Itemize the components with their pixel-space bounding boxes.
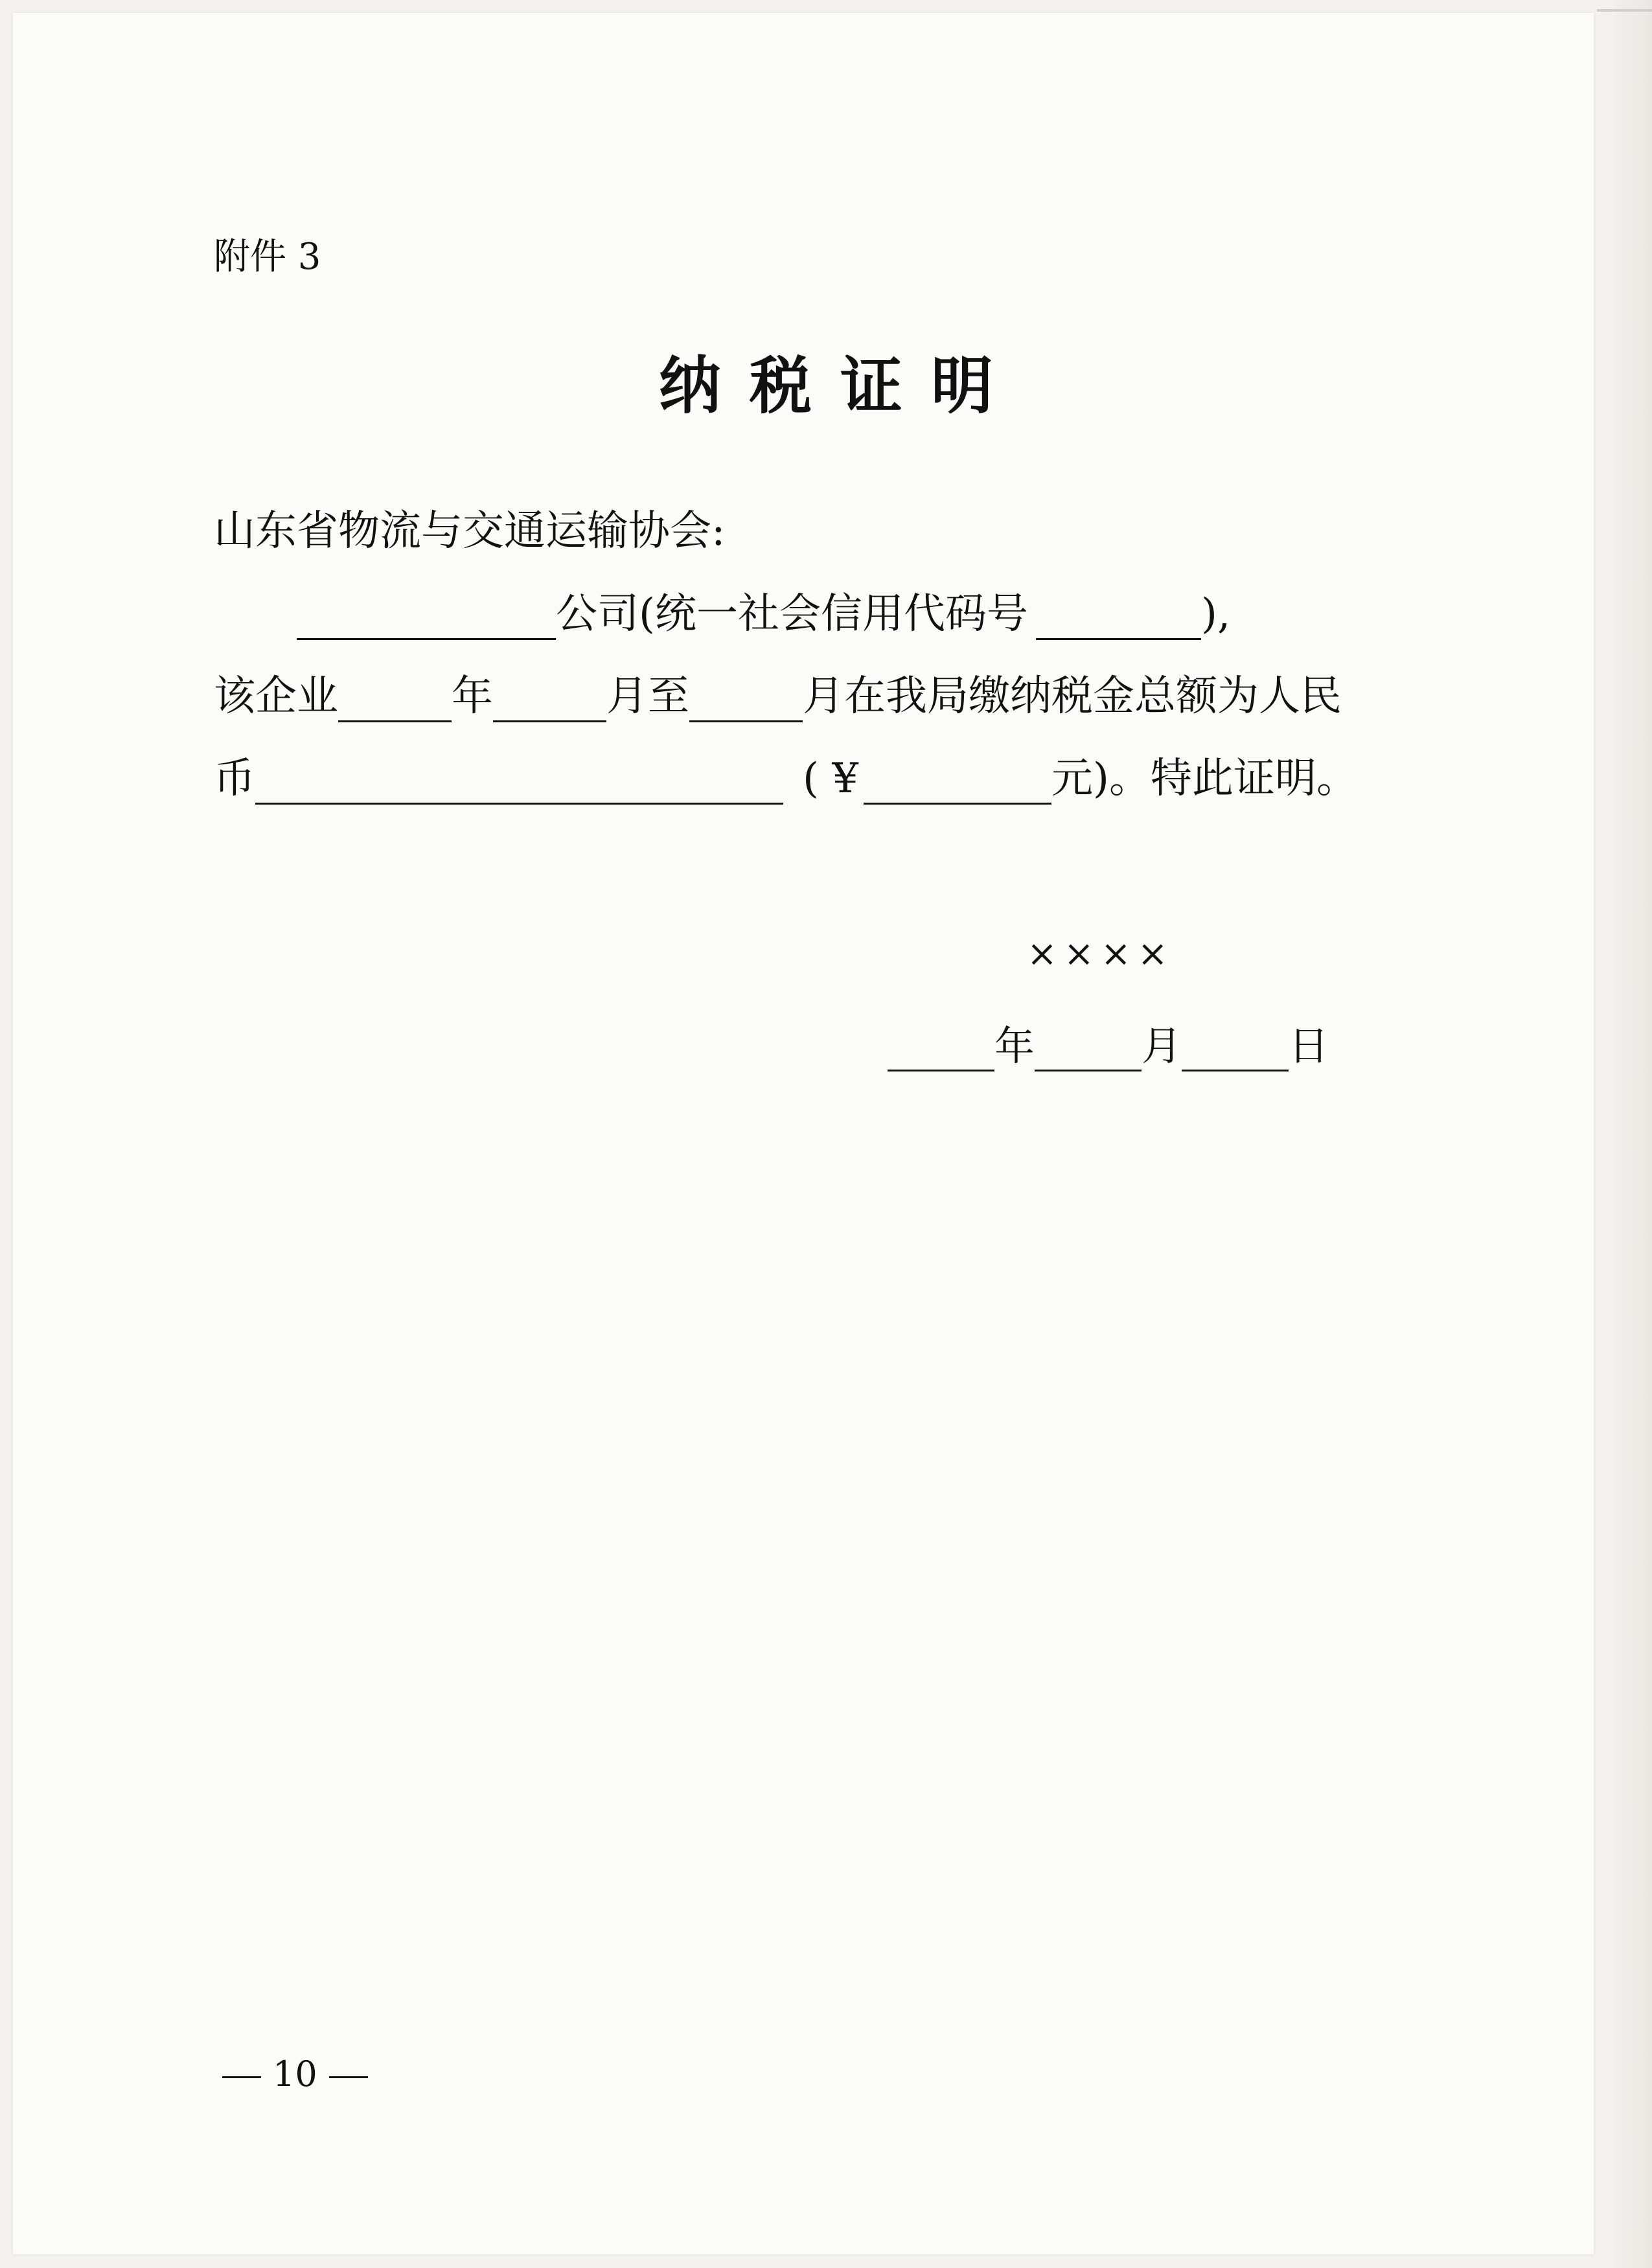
date-month-blank	[1035, 1031, 1141, 1071]
company-name-blank	[297, 599, 556, 640]
date-month-text: 月	[1141, 1022, 1182, 1070]
year-text: 年	[452, 672, 493, 720]
amount-number-blank	[864, 764, 1051, 805]
month-in-text: 月在我局缴纳税金总额为人民	[803, 672, 1342, 720]
company-suffix-text: 公司(统一社会信用代码号	[556, 590, 1028, 638]
date-year-blank	[888, 1031, 994, 1071]
footer-dash-left	[222, 2076, 261, 2078]
date-year-text: 年	[994, 1022, 1035, 1070]
date-day-text: 日	[1289, 1022, 1329, 1070]
page-title: 纳税证明	[659, 349, 1022, 422]
issuer-placeholder: ××××	[1027, 933, 1175, 975]
recipient-line: 山东省物流与交通运输协会:	[214, 507, 726, 555]
month-from-blank	[493, 682, 606, 722]
code-close-text: ),	[1200, 590, 1231, 638]
amount-open-text: ( ¥	[803, 755, 859, 803]
amount-line	[214, 753, 1358, 805]
date-day-blank	[1182, 1031, 1289, 1071]
page-edge-mark	[1597, 9, 1652, 12]
attachment-label: 附件 3	[214, 236, 321, 278]
period-line	[214, 670, 1342, 722]
page-footer	[211, 2054, 380, 2094]
currency-text: 币	[214, 755, 255, 803]
amount-words-blank	[255, 764, 783, 805]
amount-close-text: 元)。特此证明。	[1051, 755, 1358, 803]
footer-dash-right	[329, 2076, 368, 2078]
month-from-text: 月至	[606, 672, 689, 720]
date-line	[888, 1014, 1329, 1071]
page-number: 10	[273, 2054, 317, 2094]
credit-code-blank	[1036, 599, 1201, 640]
enterprise-text: 该企业	[214, 672, 338, 720]
year-blank	[338, 682, 452, 722]
company-line	[214, 588, 1230, 640]
month-to-blank	[689, 682, 803, 722]
